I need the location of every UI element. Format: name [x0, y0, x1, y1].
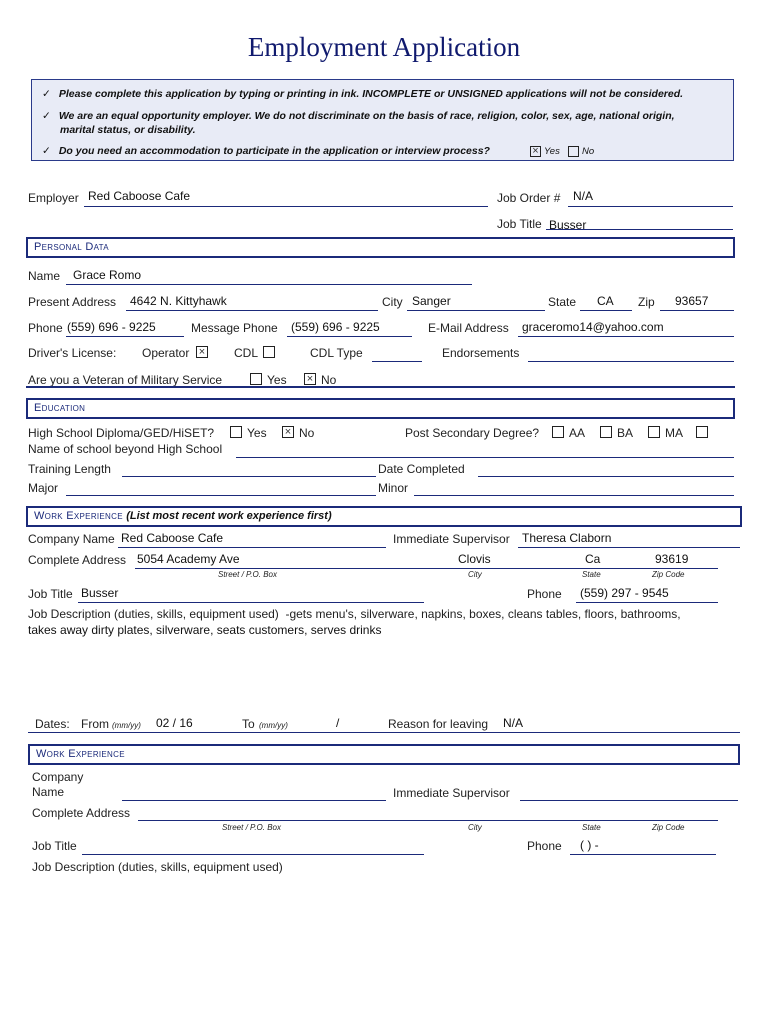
company-name-label-2: Name [32, 785, 65, 799]
job-order-line [568, 206, 733, 207]
work-job-title-line [78, 602, 424, 603]
aa-checkbox[interactable] [552, 426, 564, 438]
state-line [580, 310, 632, 311]
endorsements-line [528, 361, 734, 362]
to-label: To [242, 717, 255, 731]
work-experience-header: Work Experience (List most recent work experience first) [26, 506, 742, 527]
message-phone-value[interactable]: (559) 696 - 9225 [291, 320, 380, 334]
email-line [518, 336, 734, 337]
hs-yes-label: Yes [247, 426, 267, 440]
cdl-label: CDL [234, 346, 259, 360]
dates-label: Dates: [35, 717, 70, 731]
street-sublabel: Street / P.O. Box [218, 570, 277, 579]
veteran-yes-checkbox[interactable] [250, 373, 262, 385]
zip-sublabel: Zip Code [652, 570, 685, 579]
work-address-line [135, 568, 718, 569]
hs-no-checkbox[interactable]: × [282, 426, 294, 438]
dates-divider [28, 732, 740, 733]
hs-diploma-label: High School Diploma/GED/HiSET? [28, 426, 215, 440]
training-line [122, 476, 376, 477]
notice-box [31, 79, 734, 161]
supervisor-line [518, 547, 740, 548]
zip-sublabel-2: Zip Code [652, 823, 685, 832]
phone-value-2[interactable]: ( ) - [580, 838, 599, 852]
other-degree-checkbox[interactable] [696, 426, 708, 438]
accommodation-yes-checkbox[interactable]: × [530, 146, 541, 157]
work-experience-2-header: Work Experience [28, 744, 740, 765]
notice-line-1: ✓ Please complete this application by typing or printing in ink. INCOMPLETE or UNSIGNED applications will not be considered. [42, 88, 684, 100]
veteran-no-label: No [321, 373, 337, 387]
from-label: From [81, 717, 109, 731]
company-name-label: Company Name [28, 532, 115, 546]
ma-checkbox[interactable] [648, 426, 660, 438]
education-header: Education [26, 398, 735, 419]
notice-line-3: ✓ Do you need an accommodation to participate in the application or interview process? [42, 145, 490, 157]
school-beyond-label: Name of school beyond High School [28, 442, 223, 456]
check-icon: ✓ [42, 145, 51, 157]
major-line [66, 495, 376, 496]
drivers-license-label: Driver's License: [28, 346, 117, 360]
major-label: Major [28, 481, 59, 495]
state-value[interactable]: CA [597, 294, 614, 308]
work-phone-value[interactable]: (559) 297 - 9545 [580, 586, 669, 600]
operator-label: Operator [142, 346, 190, 360]
minor-line [414, 495, 734, 496]
accommodation-no-label: No [582, 146, 595, 157]
name-value[interactable]: Grace Romo [73, 268, 142, 282]
company-line [118, 547, 386, 548]
job-description-value-2[interactable]: takes away dirty plates, silverware, seats customers, serves drinks [28, 623, 382, 637]
present-address-label: Present Address [28, 295, 117, 309]
minor-label: Minor [378, 481, 409, 495]
phone-label-2: Phone [527, 839, 562, 853]
phone-line-2 [570, 854, 716, 855]
zip-label: Zip [638, 295, 655, 309]
accommodation-no-checkbox[interactable] [568, 146, 579, 157]
employer-line [84, 206, 488, 207]
complete-address-label-2: Complete Address [32, 806, 131, 820]
name-line [66, 284, 472, 285]
ba-label: BA [617, 426, 634, 440]
street-sublabel-2: Street / P.O. Box [222, 823, 281, 832]
ba-checkbox[interactable] [600, 426, 612, 438]
personal-section-divider [26, 386, 735, 388]
address-line-2 [138, 820, 718, 821]
phone-value[interactable]: (559) 696 - 9225 [67, 320, 156, 334]
job-description-label-2: Job Description (duties, skills, equipment used) [32, 860, 283, 874]
work-phone-line [576, 602, 718, 603]
message-phone-line [287, 336, 412, 337]
check-icon: ✓ [42, 88, 51, 100]
complete-address-label: Complete Address [28, 553, 127, 567]
reason-leaving-label: Reason for leaving [388, 717, 489, 731]
company-name-value[interactable]: Red Caboose Cafe [121, 531, 224, 545]
state-sublabel: State [582, 570, 601, 579]
cdl-checkbox[interactable] [263, 346, 275, 358]
work-city-value[interactable]: Clovis [458, 552, 491, 566]
job-order-value[interactable]: N/A [573, 189, 594, 203]
email-value[interactable]: graceromo14@yahoo.com [522, 320, 664, 334]
hs-no-label: No [299, 426, 315, 440]
school-line [236, 457, 734, 458]
job-order-label: Job Order # [497, 191, 561, 205]
city-sublabel: City [468, 570, 482, 579]
work-zip-value[interactable]: 93619 [655, 552, 689, 566]
city-line [407, 310, 545, 311]
aa-label: AA [569, 426, 586, 440]
zip-line [660, 310, 734, 311]
supervisor-label: Immediate Supervisor [393, 532, 510, 546]
company-line-2 [122, 800, 386, 801]
notice-line-2: ✓ We are an equal opportunity employer. We do not discriminate on the basis of race, religion, color, sex, age, national origin, [42, 110, 675, 122]
work-phone-label: Phone [527, 587, 562, 601]
accommodation-yes-label: Yes [544, 146, 560, 157]
phone-label: Phone [28, 321, 63, 335]
supervisor-label-2: Immediate Supervisor [393, 786, 510, 800]
job-title-line [546, 229, 733, 230]
veteran-label: Are you a Veteran of Military Service [28, 373, 223, 387]
state-label: State [548, 295, 577, 309]
to-date-value[interactable]: / [336, 716, 340, 730]
personal-data-header: Personal Data [26, 237, 735, 258]
zip-value[interactable]: 93657 [675, 294, 709, 308]
page-title: Employment Application [247, 32, 521, 62]
cdl-type-label: CDL Type [310, 346, 363, 360]
job-title-line-2 [82, 854, 424, 855]
city-sublabel-2: City [468, 823, 482, 832]
work-address-value[interactable]: 5054 Academy Ave [137, 552, 240, 566]
date-completed-line [478, 476, 734, 477]
city-value[interactable]: Sanger [412, 294, 451, 308]
message-phone-label: Message Phone [191, 321, 278, 335]
work-job-title-label: Job Title [28, 587, 73, 601]
cdl-type-line [372, 361, 422, 362]
company-label-2: Company [32, 770, 84, 784]
training-length-label: Training Length [28, 462, 111, 476]
ma-label: MA [665, 426, 683, 440]
work-experience-note: (List most recent work experience first) [126, 510, 332, 522]
supervisor-value[interactable]: Theresa Claborn [522, 531, 612, 545]
job-title-value[interactable]: Busser [549, 218, 587, 232]
present-address-value[interactable]: 4642 N. Kittyhawk [130, 294, 227, 308]
check-icon: ✓ [42, 110, 51, 122]
job-title-label-2: Job Title [32, 839, 77, 853]
state-sublabel-2: State [582, 823, 601, 832]
job-description-label: Job Description (duties, skills, equipment used) -gets menu's, silverware, napkins, boxes, cleans tables, floors, bathrooms, [28, 607, 681, 621]
operator-checkbox[interactable]: × [196, 346, 208, 358]
from-date-value[interactable]: 02 / 16 [156, 716, 193, 730]
work-state-value[interactable]: Ca [585, 552, 601, 566]
veteran-yes-label: Yes [267, 373, 287, 387]
city-label: City [382, 295, 403, 309]
post-secondary-label: Post Secondary Degree? [405, 426, 540, 440]
veteran-no-checkbox[interactable]: × [304, 373, 316, 385]
from-mmyy: (mm/yy) [112, 721, 141, 730]
employer-value[interactable]: Red Caboose Cafe [88, 189, 191, 203]
address-line [126, 310, 378, 311]
to-mmyy: (mm/yy) [259, 721, 288, 730]
hs-yes-checkbox[interactable] [230, 426, 242, 438]
notice-line-2b: marital status, or disability. [60, 124, 196, 136]
email-label: E-Mail Address [428, 321, 509, 335]
work-job-title-value[interactable]: Busser [81, 586, 119, 600]
endorsements-label: Endorsements [442, 346, 520, 360]
name-label: Name [28, 269, 61, 283]
job-description-value-1[interactable]: -gets menu's, silverware, napkins, boxes, cleans tables, floors, bathrooms, [285, 607, 681, 621]
phone-line [66, 336, 184, 337]
employer-label: Employer [28, 191, 79, 205]
date-completed-label: Date Completed [378, 462, 465, 476]
job-title-label: Job Title [497, 217, 542, 231]
reason-leaving-value[interactable]: N/A [503, 716, 524, 730]
supervisor-line-2 [520, 800, 738, 801]
